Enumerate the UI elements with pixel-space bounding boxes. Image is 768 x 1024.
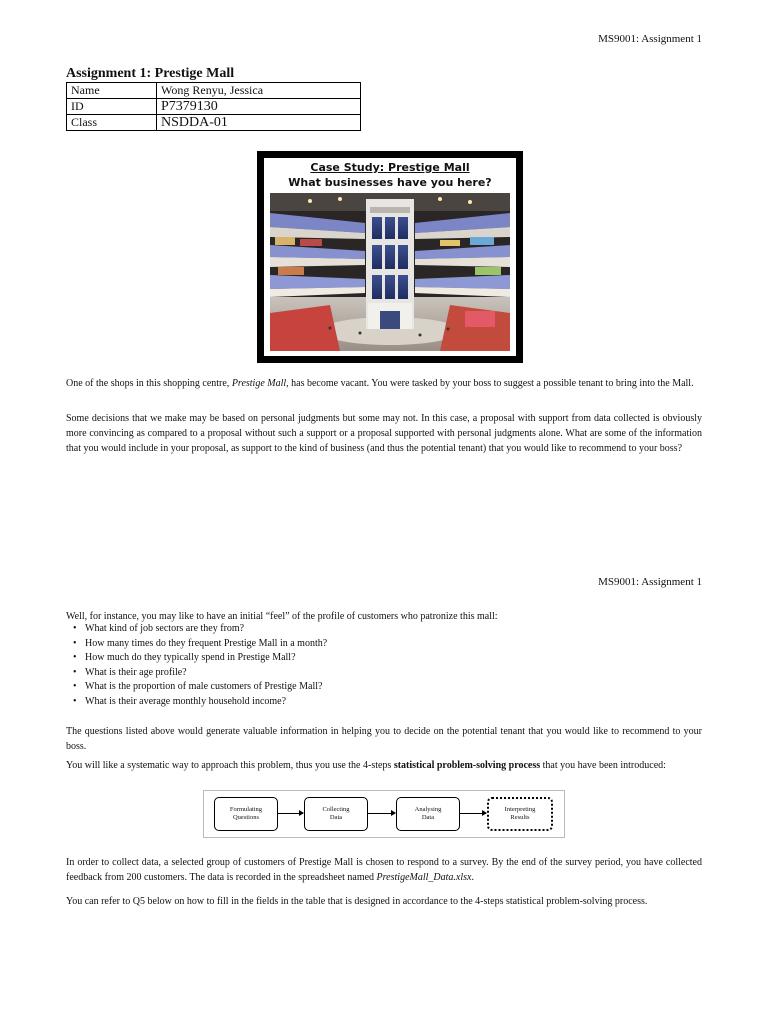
process-flow-diagram [203,790,565,838]
step-interpreting-results: Interpreting Results [487,797,553,831]
mall-atrium-photo [270,193,510,351]
arrow-icon [278,813,303,814]
id-value: P7379130 [157,99,361,115]
name-value: Wong Renyu, Jessica [157,83,361,99]
figure-subtitle: What businesses have you here? [288,176,492,189]
page-title: Assignment 1: Prestige Mall [66,66,235,81]
list-item: • What is their average monthly household income? [73,695,287,707]
paragraph-vacant-shop: One of the shops in this shopping centre, Prestige Mall, has become vacant. You were tasked by your boss to suggest a possible tenant to bring into the Mall. [66,378,694,389]
arrow-icon [368,813,395,814]
step-collecting-data: Collecting Data [304,797,368,831]
step-formulating-questions: Formulating Questions [214,797,278,831]
figure-title: Case Study: Prestige Mall [310,161,470,174]
list-item: • How many times do they frequent Prestige Mall in a month? [73,637,328,649]
list-item: • What is the proportion of male customers of Prestige Mall? [73,681,323,692]
paragraph-data-collection: In order to collect data, a selected group of customers of Prestige Mall is chosen to respond to a survey. By the end of the survey period, you have collected feedback from 200 customers. The data is recorded in the spreadsheet named PrestigeMall_Data.xlsx. [66,857,702,883]
student-info-table [66,82,361,131]
paragraph-intro: Well, for instance, you may like to have an initial “feel” of the profile of customers who patronize this mall: [66,611,498,622]
case-study-figure [257,151,523,363]
class-value: NSDDA-01 [157,115,361,131]
class-label: Class [67,115,157,131]
list-item: • What is their age profile? [73,666,187,678]
id-label: ID [67,99,157,115]
name-label: Name [67,83,157,99]
table-row [67,83,361,99]
list-item: • How much do they typically spend in Prestige Mall? [73,652,296,663]
paragraph-refer-q5: You can refer to Q5 below on how to fill in the fields in the table that is designed in accordance to the 4-steps statistical problem-solving process. [66,896,648,907]
questions-list [66,622,327,709]
paragraph-decisions: Some decisions that we make may be based on personal judgments but some may not. In this case, a proposal with support from data collected is obviously more convincing as compared to a proposal without such a support or a proposal supported with personal judgments alone. What are some of the information that you would include in your proposal, as support to the kind of business (and thus the potential tenant) that you would like to recommend to your boss? [66,413,702,454]
page-header: MS9001: Assignment 1 [598,33,702,45]
page-header: MS9001: Assignment 1 [598,576,702,588]
list-item: • What kind of job sectors are they from? [73,623,245,634]
paragraph-systematic: You will like a systematic way to approach this problem, thus you use the 4-steps statistical problem-solving process that you have been introduced: [66,760,666,771]
table-row [67,115,361,131]
paragraph-questions-value: The questions listed above would generate valuable information in helping you to decide on the potential tenant that you would like to recommend to your boss. [66,726,702,752]
table-row [67,99,361,115]
step-analysing-data: Analysing Data [396,797,460,831]
arrow-icon [460,813,486,814]
